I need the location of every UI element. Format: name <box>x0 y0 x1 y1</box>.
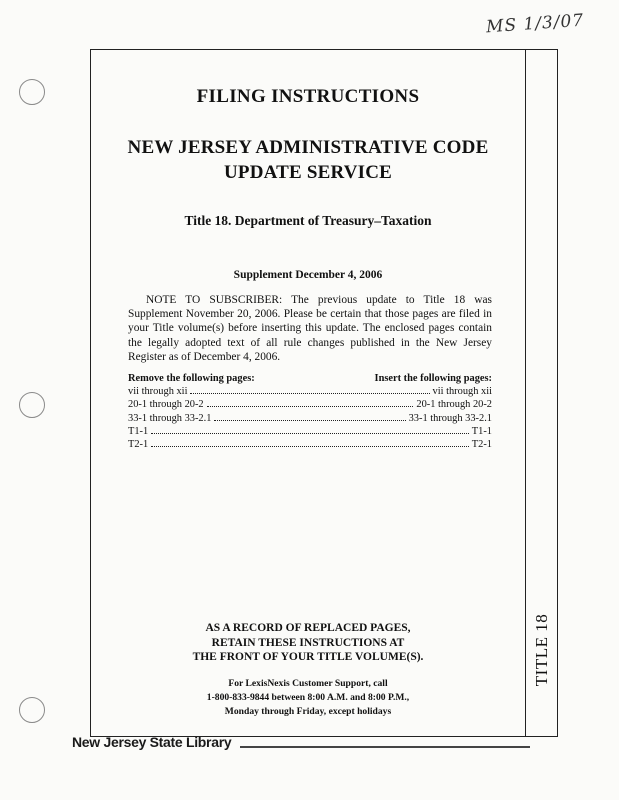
remove-heading: Remove the following pages: <box>128 373 255 384</box>
page-list <box>128 373 492 451</box>
retain-line3: THE FRONT OF YOUR TITLE VOLUME(S). <box>192 651 424 663</box>
binder-hole-bottom <box>19 697 45 723</box>
stamp-underline <box>240 746 530 748</box>
handwritten-initials-date: MS 1/3/07 <box>485 10 585 38</box>
dot-leader <box>151 438 469 447</box>
page-row <box>128 412 492 425</box>
remove-pages: vii through xii <box>128 386 188 398</box>
binder-hole-middle <box>19 392 45 418</box>
code-heading <box>90 135 526 185</box>
dot-leader <box>151 425 469 434</box>
insert-pages: T2-1 <box>471 439 492 451</box>
code-heading-line2: UPDATE SERVICE <box>223 162 393 183</box>
remove-pages: T1-1 <box>128 425 149 437</box>
library-stamp: New Jersey State Library <box>72 734 232 750</box>
dot-leader <box>207 398 414 407</box>
customer-support <box>90 677 526 718</box>
insert-pages: 33-1 through 33-2.1 <box>408 412 492 424</box>
support-line1: For LexisNexis Customer Support, call <box>228 678 388 689</box>
dot-leader <box>214 412 405 421</box>
title-heading: Title 18. Department of Treasury–Taxation <box>184 213 432 228</box>
binder-hole-top <box>19 79 45 105</box>
dot-leader <box>190 385 429 394</box>
filing-instructions-heading: FILING INSTRUCTIONS <box>196 86 420 107</box>
page-row <box>128 438 492 451</box>
remove-pages: 33-1 through 33-2.1 <box>128 412 212 424</box>
remove-pages: 20-1 through 20-2 <box>128 399 204 411</box>
page-row <box>128 398 492 411</box>
insert-heading: Insert the following pages: <box>374 373 492 384</box>
code-heading-line1: NEW JERSEY ADMINISTRATIVE CODE <box>127 137 489 158</box>
insert-pages: vii through xii <box>432 386 492 398</box>
title-tab-label: TITLE 18 <box>532 613 551 687</box>
insert-pages: 20-1 through 20-2 <box>416 399 492 411</box>
retain-line1: AS A RECORD OF REPLACED PAGES, <box>205 622 411 634</box>
note-to-subscriber: NOTE TO SUBSCRIBER: The previous update to Title 18 was Supplement November 20, 2006. Please be certain that those pages are filed in your Title volume(s) before inserting this update. The enclosed pages contain the legally adopted text of all rule changes published in the New Jersey Register as of December 4, 2006. <box>128 294 492 363</box>
retain-instructions <box>90 621 526 665</box>
page-list-header <box>128 373 492 385</box>
page-row <box>128 385 492 398</box>
support-line3: Monday through Friday, except holidays <box>224 705 392 717</box>
page-row <box>128 425 492 438</box>
remove-pages: T2-1 <box>128 439 149 451</box>
supplement-date: Supplement December 4, 2006 <box>233 269 383 281</box>
retain-line2: RETAIN THESE INSTRUCTIONS AT <box>211 636 405 649</box>
support-line2: 1-800-833-9844 between 8:00 A.M. and 8:00 P.M., <box>206 691 410 703</box>
insert-pages: T1-1 <box>471 425 492 437</box>
